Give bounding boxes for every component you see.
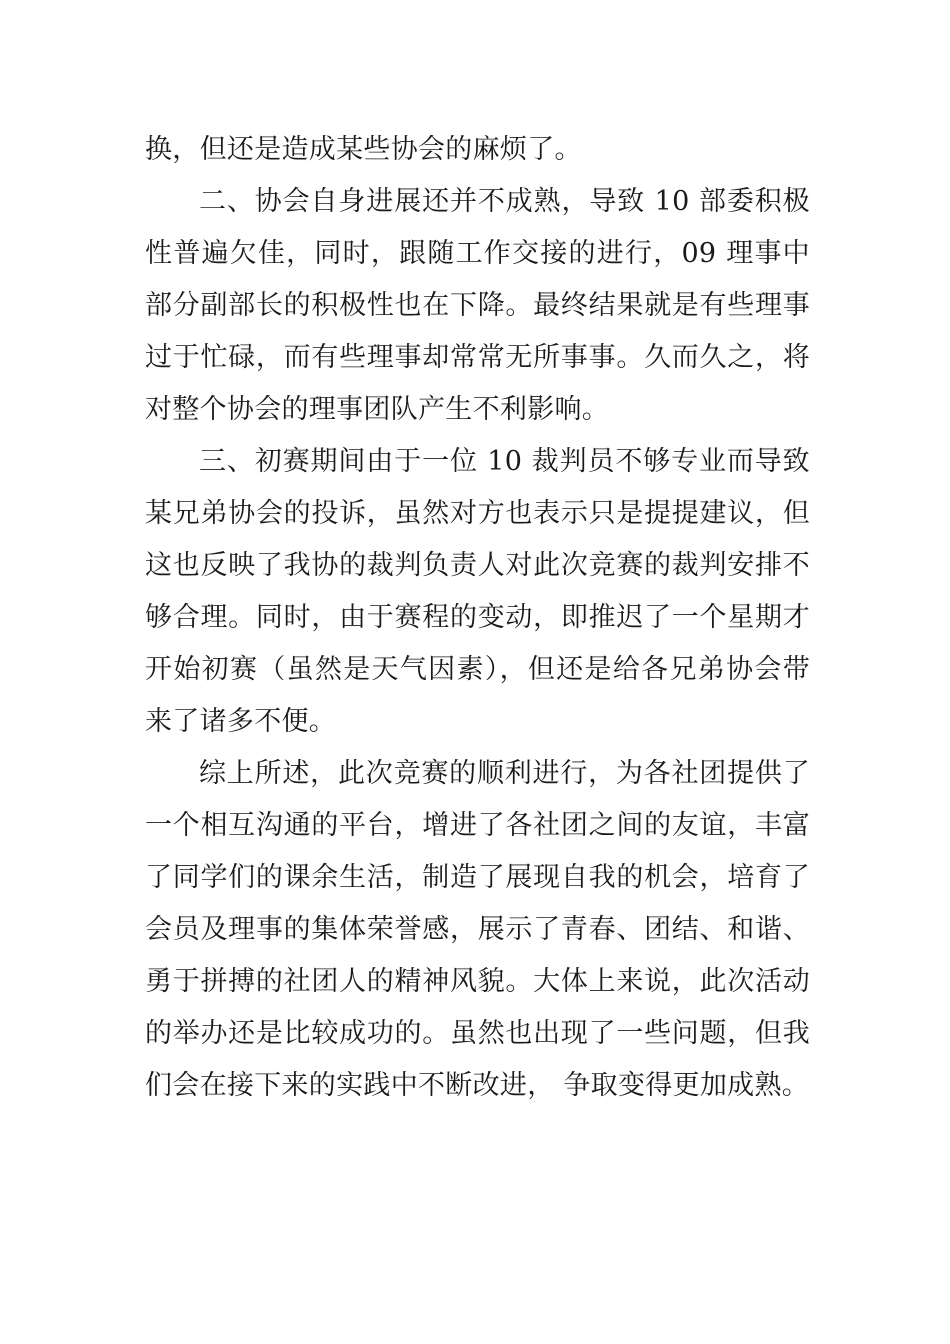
paragraph-continuation: 换，但还是造成某些协会的麻烦了。 bbox=[145, 134, 582, 165]
paragraph-item-two: 二、协会自身进展还并不成熟，导致 10 部委积极性普遍欠佳，同时，跟随工作交接的进行，09 理事中部分副部长的积极性也在下降。最终结果就是有些理事过于忙碌，而有些理事却常常无所事事。久而久之，将对整个协会的理事团队产生不利影响。 bbox=[145, 186, 810, 425]
paragraph-summary: 综上所述，此次竞赛的顺利进行，为各社团提供了一个相互沟通的平台，增进了各社团之间的友谊，丰富了同学们的课余生活，制造了展现自我的机会，培育了会员及理事的集体荣誉感，展示了青春、团结、和谐、勇于拼搏的社团人的精神风貌。大体上来说，此次活动的举办还是比较成功的。虽然也出现了一些问题，但我们会在接下来的实践中不断改进， 争取变得更加成熟。 bbox=[145, 758, 810, 1101]
paragraph-item-three: 三、初赛期间由于一位 10 裁判员不够专业而导致某兄弟协会的投诉，虽然对方也表示只是提提建议，但这也反映了我协的裁判负责人对此次竞赛的裁判安排不够合理。同时，由于赛程的变动，即推迟了一个星期才开始初赛（虽然是天气因素），但还是给各兄弟协会带来了诸多不便。 bbox=[145, 446, 810, 737]
document-body bbox=[145, 124, 810, 1112]
